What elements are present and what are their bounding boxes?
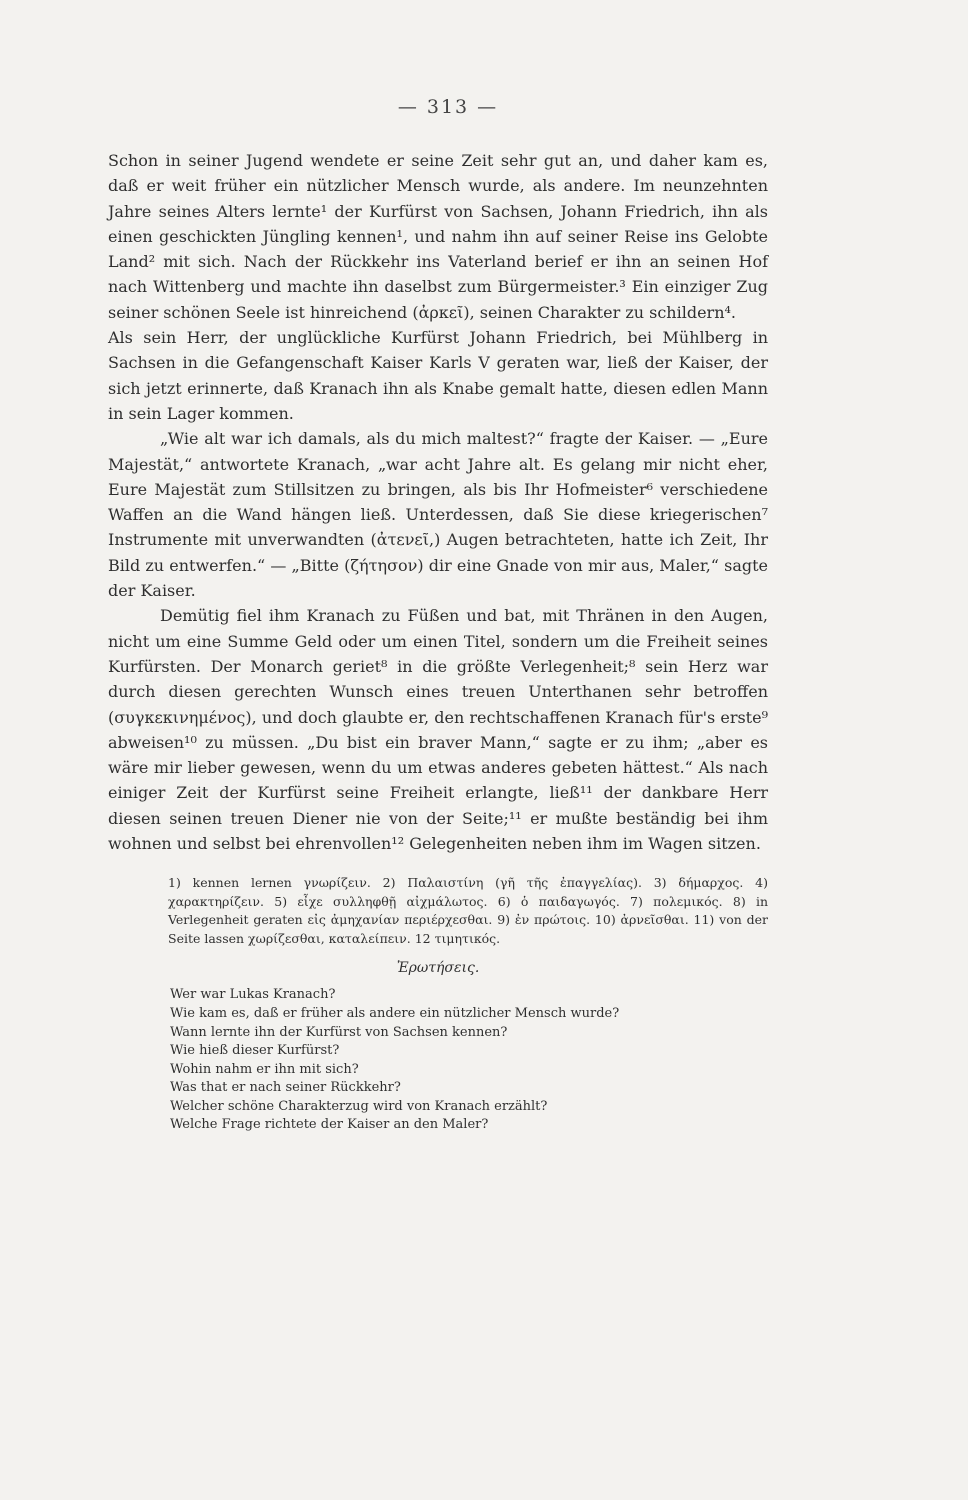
question: Wie hieß dieser Kurfürst?: [170, 1043, 340, 1059]
page-number: — 313 —: [397, 96, 499, 118]
question: Was that er nach seiner Rückkehr?: [170, 1080, 401, 1096]
question: Wie kam es, daß er früher als andere ein nützlicher Mensch wurde?: [170, 1005, 620, 1021]
footnotes: 1) kennen lernen γνωρίζειν. 2) Παλαιστίνη (γῆ τῆς ἐπαγγελίας). 3) δήμαρχος. 4) χαρακτηρίζειν. 5) εἶχε συλληφθῇ αἰχμάλωτος. 6) ὁ παιδαγωγός. 7) πολεμικός. 8) in Verlegenheit geraten εἰς ἀμηχανίαν περιέρχεσθαι. 9) ἐν πρώτοις. 10) ἀρνεῖσθαι. 11) von der Seite lassen χωρίζεσθαι, καταλείπειν. 12 τιμητικός.: [168, 875, 768, 946]
page: [108, 96, 768, 1135]
question: Welcher schöne Charakterzug wird von Kranach erzählt?: [170, 1098, 548, 1114]
question: Wer war Lukas Kranach?: [170, 987, 336, 1003]
questions-heading: Ἐρωτήσεις.: [396, 960, 480, 977]
paragraph: „Wie alt war ich damals, als du mich maltest?“ fragte der Kaiser. — „Eure Majestät,“ antwortete Kranach, „war acht Jahre alt. Es gelang mir nicht eher, Eure Majestät zum Stillsitzen zu bringen, als bis Ihr Hofmeister⁶ verschiedene Waffen an die Wand hängen ließ. Unterdessen, daß Sie diese kriegerischen⁷ Instrumente mit unverwandten (ἀτενεῖ,) Augen betrachteten, hatte ich Zeit, Ihr Bild zu entwerfen.“ — „Bitte (ζήτησον) dir eine Gnade von mir aus, Maler,“ sagte der Kaiser.: [108, 429, 768, 601]
body-text: [108, 148, 768, 856]
questions-list: [108, 986, 768, 1135]
question: Wann lernte ihn der Kurfürst von Sachsen kennen?: [170, 1024, 508, 1040]
question: Wohin nahm er ihn mit sich?: [170, 1061, 359, 1077]
question: Welche Frage richtete der Kaiser an den Maler?: [170, 1117, 489, 1133]
paragraph: Schon in seiner Jugend wendete er seine Zeit sehr gut an, und daher kam es, daß er weit früher ein nützlicher Mensch wurde, als andere. Im neunzehnten Jahre seines Alters lernte¹ der Kurfürst von Sachsen, Johann Friedrich, ihn als einen geschickten Jüngling kennen¹, und nahm ihn auf seiner Reise ins Gelobte Land² mit sich. Nach der Rückkehr ins Vaterland berief er ihn an seinen Hof nach Wittenberg und machte ihn daselbst zum Bürgermeister.³ Ein einziger Zug seiner schönen Seele ist hinreichend (ἀρκεῖ), seinen Charakter zu schildern⁴.: [108, 151, 768, 322]
paragraph: Als sein Herr, der unglückliche Kurfürst Johann Friedrich, bei Mühlberg in Sachsen in die Gefangenschaft Kaiser Karls V geraten war, ließ der Kaiser, der sich jetzt erinnerte, daß Kranach ihn als Knabe gemalt hatte, diesen edlen Mann in sein Lager kommen.: [108, 328, 768, 423]
paragraph: Demütig fiel ihm Kranach zu Füßen und bat, mit Thränen in den Augen, nicht um eine Summe Geld oder um einen Titel, sondern um die Freiheit seines Kurfürsten. Der Monarch geriet⁸ in die größte Verlegenheit;⁸ sein Herz war durch diesen gerechten Wunsch eines treuen Unterthanen sehr betroffen (συγκεκινημένος), und doch glaubte er, den rechtschaffenen Kranach für's erste⁹ abweisen¹⁰ zu müssen. „Du bist ein braver Mann,“ sagte er zu ihm; „aber es wäre mir lieber gewesen, wenn du um etwas anderes gebeten hättest.“ Als nach einiger Zeit der Kurfürst seine Freiheit erlangte, ließ¹¹ der dankbare Herr diesen seinen treuen Diener nie von der Seite;¹¹ er mußte beständig bei ihm wohnen und selbst bei ehrenvollen¹² Gelegenheiten neben ihm im Wagen sitzen.: [108, 606, 768, 854]
